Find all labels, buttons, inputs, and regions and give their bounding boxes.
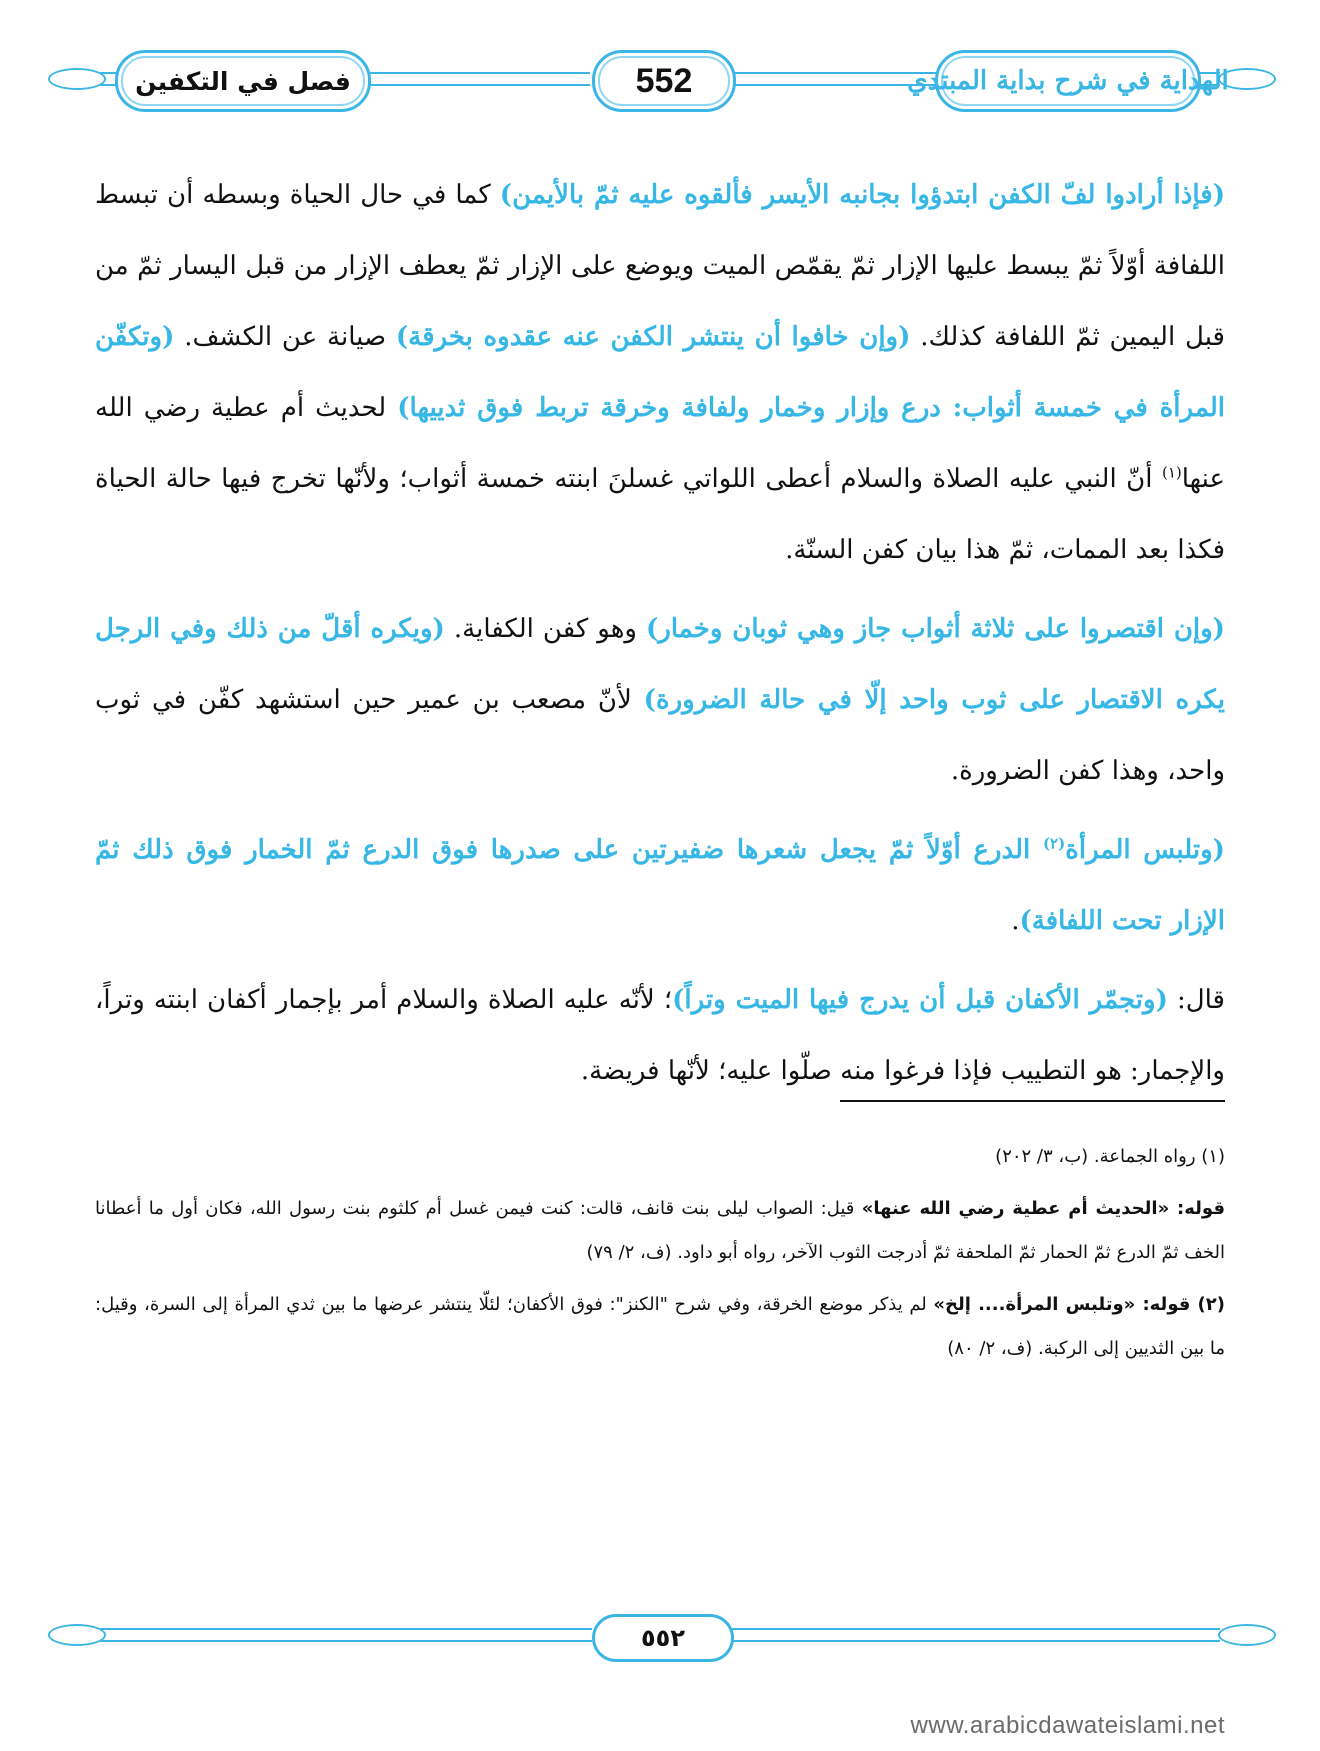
commentary-text: كما في حال الحياة وبسطه أن تبسط اللفافة أوّلاً ثمّ يبسط عليها الإزار ثمّ يقمّص الميت ويوضع على الإزار ثمّ يعطف الإزار من قبل اليسار ثمّ من قبل اليمين ثمّ اللفافة كذلك.: [95, 180, 1225, 352]
footnote-text: قيل: الصواب ليلى بنت قانف، قالت: كنت فيمن غسل أم كلثوم بنت رسول الله، فكان أول ما أعطانا الخف ثمّ الدرع ثمّ الحمار ثمّ الملحفة ثمّ أدرجت الثوب الآخر، رواه أبو داود. (ف، ٢/ ٧٩): [95, 1198, 1225, 1263]
paragraph-3: [95, 815, 1225, 957]
page-footer: [0, 1610, 1320, 1670]
commentary-text: قال:: [1167, 985, 1225, 1015]
matn-quote: (فإذا أرادوا لفّ الكفن ابتدؤوا بجانبه الأيسر فألقوه عليه ثمّ بالأيمن): [499, 180, 1226, 210]
footnote-text: لم يذكر موضع الخرقة، وفي شرح "الكنز": فوق الأكفان؛ لئلّا ينتشر عرضها ما بين ثدي المرأة إلى السرة، وقيل: ما بين الثديين إلى الركبة. (ف، ٢/ ٨٠): [95, 1294, 1225, 1359]
page-number: 552: [635, 61, 693, 100]
commentary-text: أنّ النبي عليه الصلاة والسلام أعطى اللواتي غسلنَ ابنته خمسة أثواب؛ ولأنّها تخرج فيها حالة الحياة فكذا بعد الممات، ثمّ هذا بيان كفن السنّة.: [95, 464, 1225, 565]
matn-quote: (وتلبس المرأة: [1065, 835, 1225, 865]
footer-page-number-badge: [592, 1614, 734, 1662]
matn-quote: (وإن اقتصروا على ثلاثة أثواب جاز وهي ثوبان وخمار): [646, 614, 1225, 644]
matn-quote: (وتكفّن المرأة في خمسة أثواب: درع وإزار وخمار ولفافة وخرقة تربط فوق ثدييها): [95, 322, 1225, 423]
left-curl-ornament: [48, 68, 106, 90]
commentary-text: لأنّ مصعب بن عمير حين استشهد كفّن في ثوب واحد، وهذا كفن الضرورة.: [95, 685, 1225, 786]
footnote-text: (١) رواه الجماعة. (ب، ٣/ ٢٠٢): [995, 1146, 1225, 1167]
footnote-2: [95, 1283, 1225, 1371]
commentary-text: لحديث أم عطية رضي الله عنها: [95, 393, 1225, 494]
footnote-1: [95, 1135, 1225, 1179]
commentary-text: صيانة عن الكشف.: [174, 322, 396, 352]
commentary-text: وهو كفن الكفاية.: [444, 614, 646, 644]
footer-rule-left-2: [100, 1640, 592, 1642]
footnotes: [95, 1135, 1225, 1371]
page-header: [0, 40, 1320, 120]
website-url[interactable]: www.arabicdawateislami.net: [910, 1712, 1225, 1739]
left-curl-ornament: [48, 1624, 106, 1646]
right-curl-ornament: [1218, 1624, 1276, 1646]
matn-quote: (وإن خافوا أن ينتشر الكفن عنه عقدوه بخرقة): [395, 322, 911, 352]
paragraph-2: [95, 594, 1225, 807]
commentary-text: .: [1011, 906, 1020, 936]
footnote-1-commentary: [95, 1187, 1225, 1275]
footer-rule-right-2: [728, 1640, 1220, 1642]
footnote-heading: قوله: «الحديث أم عطية رضي الله عنها»: [861, 1198, 1225, 1219]
commentary-text: ؛ لأنّه عليه الصلاة والسلام أمر بإجمار أكفان ابنته وتراً، والإجمار: هو التطييب فإذا فرغوا منه صلّوا عليه؛ لأنّها فريضة.: [95, 985, 1225, 1086]
book-title-badge: [907, 50, 1229, 112]
main-text: [95, 160, 1225, 1107]
paragraph-1: [95, 160, 1225, 586]
paragraph-4: [95, 965, 1225, 1107]
matn-quote: (ويكره أقلّ من ذلك وفي الرجل يكره الاقتصار على ثوب واحد إلّا في حالة الضرورة): [95, 614, 1226, 715]
matn-quote: الدرع أوّلاً ثمّ يجعل شعرها ضفيرتين على صدرها فوق الدرع ثمّ الخمار فوق ذلك ثمّ الإزار تحت اللفافة): [95, 835, 1225, 936]
matn-quote: (وتجمّر الأكفان قبل أن يدرج فيها الميت وتراً): [672, 985, 1168, 1015]
page-number-badge: [592, 50, 736, 112]
footnote-marker[interactable]: (٢): [1042, 834, 1066, 853]
footnote-heading: (٢) قوله: «وتلبس المرأة.... إلخ»: [933, 1294, 1226, 1315]
footer-page-number: ٥٥٢: [641, 1624, 685, 1652]
book-title: الهداية في شرح بداية المبتدي: [907, 66, 1229, 96]
footnote-separator: [840, 1100, 1225, 1102]
chapter-title: فصل في التكفين: [135, 66, 351, 96]
footnote-marker[interactable]: (١): [1161, 463, 1182, 482]
footer-rule-left: [100, 1628, 592, 1630]
chapter-title-badge: [115, 50, 371, 112]
footer-rule-right: [728, 1628, 1220, 1630]
